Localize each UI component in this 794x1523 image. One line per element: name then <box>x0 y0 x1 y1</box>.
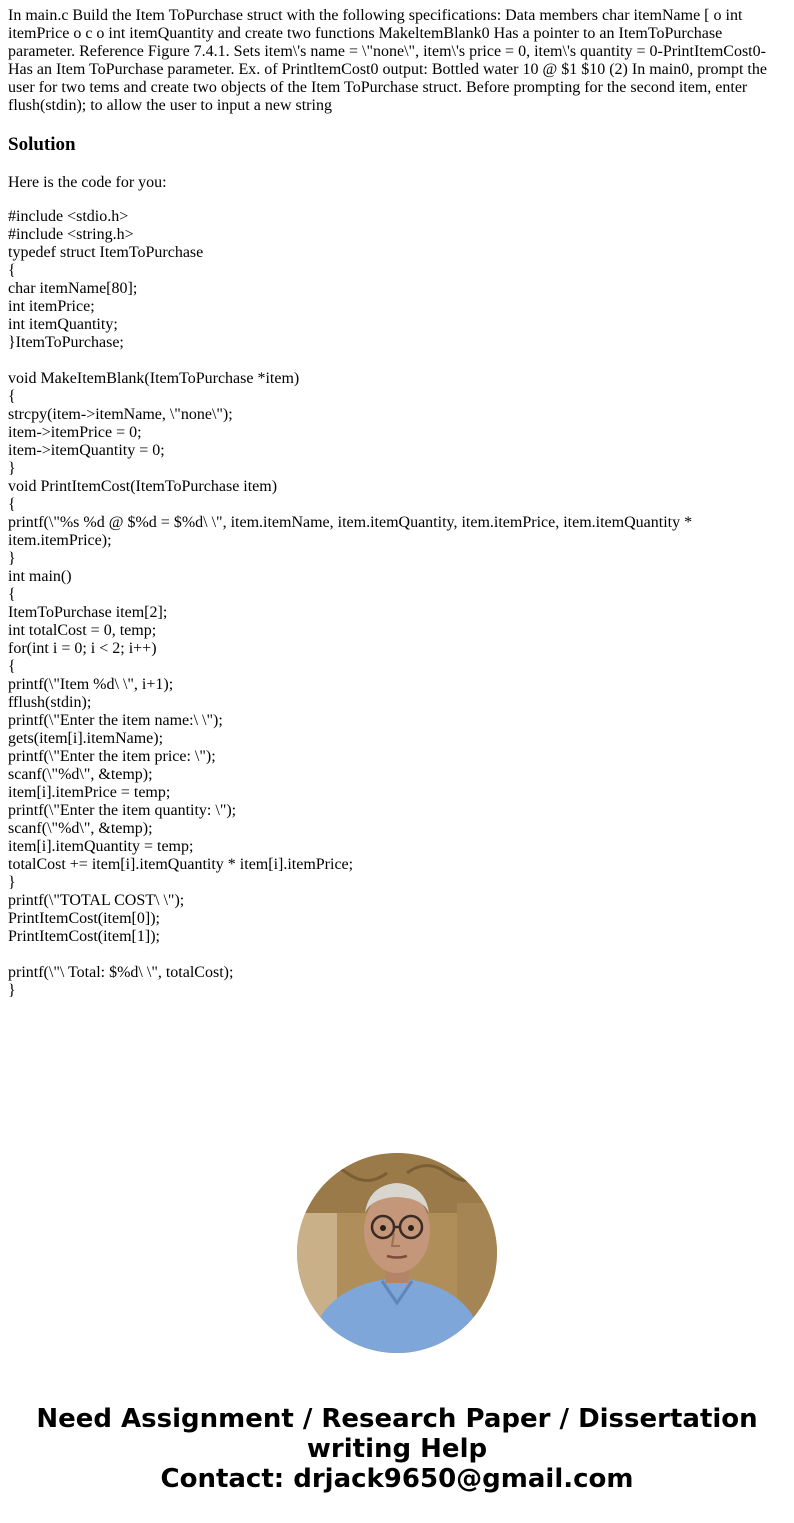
code-line: void MakeItemBlank(ItemToPurchase *item) <box>8 370 300 387</box>
code-line: printf(\"Enter the item quantity: \"); <box>8 802 237 819</box>
code-line: scanf(\"%d\", &temp); <box>8 820 153 837</box>
code-line: strcpy(item->itemName, \"none\"); <box>8 406 233 423</box>
author-portrait-image <box>297 1153 497 1353</box>
solution-intro: Here is the code for you: <box>8 174 167 191</box>
code-line: { <box>8 586 16 603</box>
code-line: char itemName[80]; <box>8 280 138 297</box>
code-line: { <box>8 262 16 279</box>
code-line: } <box>8 874 16 891</box>
code-line <box>8 946 786 964</box>
code-line: printf(\"Enter the item price: \"); <box>8 748 216 765</box>
code-line: #include <string.h> <box>8 226 134 243</box>
code-block <box>8 208 786 1000</box>
promo-banner <box>0 1404 794 1494</box>
code-line: printf(\"TOTAL COST\ \"); <box>8 892 185 909</box>
code-line: gets(item[i].itemName); <box>8 730 164 747</box>
code-line: } <box>8 550 16 567</box>
code-line: scanf(\"%d\", &temp); <box>8 766 153 783</box>
author-avatar <box>297 1153 497 1353</box>
code-line: #include <stdio.h> <box>8 208 129 225</box>
code-line: for(int i = 0; i < 2; i++) <box>8 640 157 657</box>
code-line: { <box>8 388 16 405</box>
code-line: item[i].itemQuantity = temp; <box>8 838 194 855</box>
code-line: printf(\"\ Total: $%d\ \", totalCost); <box>8 964 234 981</box>
promo-line-contact: Contact: drjack9650@gmail.com <box>160 1464 634 1494</box>
code-line: { <box>8 658 16 675</box>
code-line <box>8 352 786 370</box>
solution-heading: Solution <box>8 134 76 155</box>
code-line: } <box>8 982 16 999</box>
question-text: In main.c Build the Item ToPurchase struct with the following specifications: Data members char itemName [ o int itemPrice o c o int itemQuantity and create two functions MakeltemBlank0 Has a pointer to an ItemToPurchase parameter. Reference Figure 7.4.1. Sets item\'s name = \"none\", item\'s price = 0, item\'s quantity = 0-PrintItemCost0- Has an Item ToPurchase parameter. Ex. of PrintltemCost0 output: Bottled water 10 @ $1 $10 (2) In main0, prompt the user for two tems and create two objects of the Item ToPurchase struct. Before prompting for the second item, enter flush(stdin); to allow the user to input a new string <box>8 7 767 114</box>
code-line: int totalCost = 0, temp; <box>8 622 157 639</box>
code-line: PrintItemCost(item[1]); <box>8 928 160 945</box>
promo-line-help: Need Assignment / Research Paper / Dissertation writing Help <box>36 1404 758 1464</box>
code-line: item->itemPrice = 0; <box>8 424 142 441</box>
code-line: int main() <box>8 568 72 585</box>
code-line: printf(\"%s %d @ $%d = $%d\ \", item.itemName, item.itemQuantity, item.itemPrice, item.itemQuantity * item.itemPrice); <box>8 514 697 549</box>
code-line: ItemToPurchase item[2]; <box>8 604 168 621</box>
code-line: }ItemToPurchase; <box>8 334 124 351</box>
code-line: { <box>8 496 16 513</box>
code-line: totalCost += item[i].itemQuantity * item[i].itemPrice; <box>8 856 354 873</box>
code-line: fflush(stdin); <box>8 694 92 711</box>
code-line: typedef struct ItemToPurchase <box>8 244 204 261</box>
code-line: item->itemQuantity = 0; <box>8 442 165 459</box>
code-line: } <box>8 460 16 477</box>
code-line: printf(\"Enter the item name:\ \"); <box>8 712 223 729</box>
code-line: int itemPrice; <box>8 298 95 315</box>
code-line: printf(\"Item %d\ \", i+1); <box>8 676 174 693</box>
code-line: int itemQuantity; <box>8 316 118 333</box>
code-line: item[i].itemPrice = temp; <box>8 784 171 801</box>
code-line: void PrintItemCost(ItemToPurchase item) <box>8 478 278 495</box>
code-line: PrintItemCost(item[0]); <box>8 910 160 927</box>
